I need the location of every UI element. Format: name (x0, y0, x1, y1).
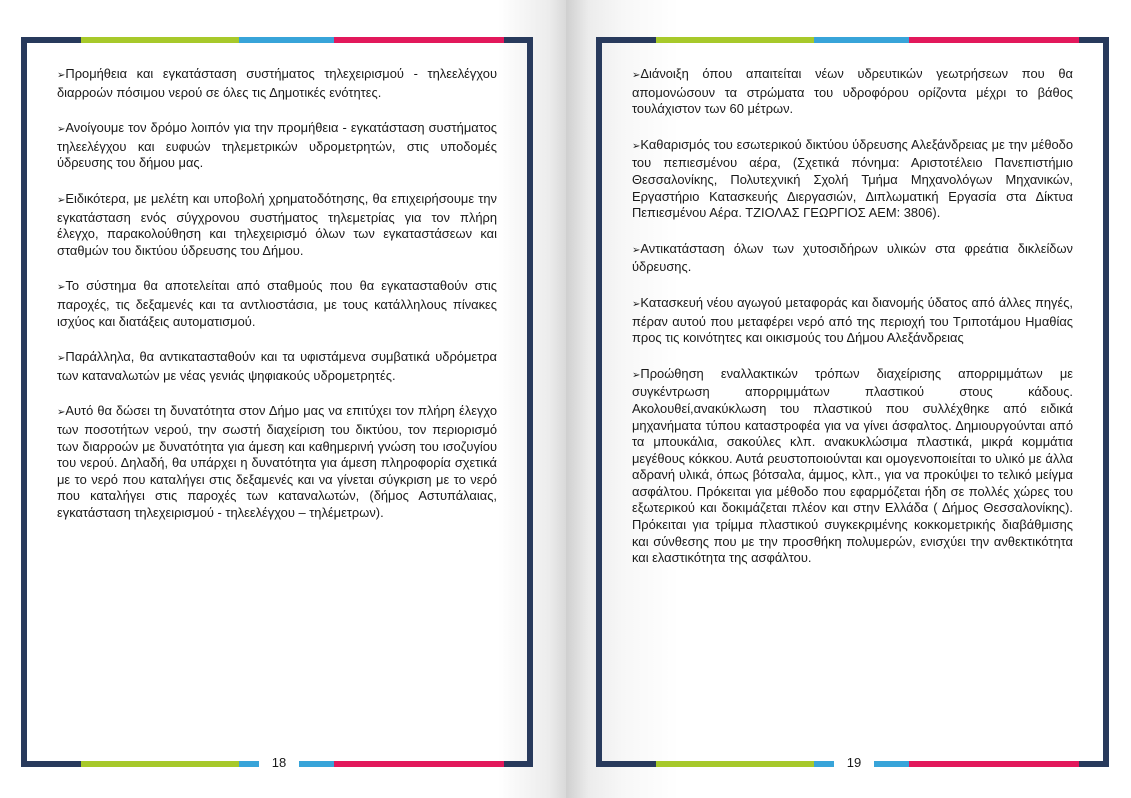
page-number-right: 19 (834, 753, 874, 773)
bullet-paragraph: ➢ Διάνοιξη όπου απαιτείται νέων υδρευτικών γεωτρήσεων που θα απομονώσουν τα στρώματα του υδροφόρου ορίζοντα μέχρι το βάθος τουλάχιστον των 60 μέτρων. (632, 66, 1073, 118)
frame-bottom-segment-navy (27, 761, 81, 767)
bullet-paragraph: ➢ Αντικατάσταση όλων των χυτοσιδήρων υλικών στα φρεάτια δικλείδων ύδρευσης. (632, 241, 1073, 276)
bullet-paragraph: ➢ Ειδικότερα, με μελέτη και υποβολή χρηματοδότησης, θα επιχειρήσουμε την εγκατάσταση ενός σύγχρονου συστήματος τηλεμετρίας για τον πλήρη έλεγχο, παρακολούθηση και τηλεχειρισμό όλων των εγκαταστάσεων και σταθμών του δικτύου ύδρευσης του Δήμου. (57, 191, 497, 259)
frame-top-segment-navy (602, 37, 656, 43)
frame-bottom-segment-red (334, 761, 504, 767)
left-page-frame (21, 37, 533, 770)
bullet-paragraph: ➢ Ανοίγουμε τον δρόμο λοιπόν για την προμήθεια - εγκατάσταση συστήματος τηλεελέγχου και ευφυών τηλεμετρικών υδρομετρητών, στις υποδομές ύδρευσης του δήμου μας. (57, 120, 497, 172)
frame-bottom-segment-green (81, 761, 239, 767)
bullet-paragraph: ➢ Προμήθεια και εγκατάσταση συστήματος τηλεχειρισμού - τηλεελέγχου διαρροών πόσιμου νερού σε όλες τις Δημοτικές ενότητες. (57, 66, 497, 101)
frame-top-segment-green (656, 37, 814, 43)
bullet-paragraph: ➢ Αυτό θα δώσει τη δυνατότητα στον Δήμο μας να επιτύχει τον πλήρη έλεγχο των ποσοτήτων νερού, την σωστή διαχείριση του δικτύου, τον περιορισμό των διαρροών με δυνατότητα για άμεση και καθημερινή γνώση του ισοζυγίου του νερού. Δηλαδή, θα υπάρχει η δυνατότητα για άμεση πληροφορία σχετικά με το νερό που καταλήγει στις δεξαμενές και να γίνεται σύγκριση με το νερό που καταλήγει στις παροχές των καταναλωτών, (δήμος Αστυπάλαιας, εγκατάσταση τηλεχειρισμού - τηλεελέγχου – τηλέμετρων). (57, 403, 497, 521)
frame-bottom-segment-navy (602, 761, 656, 767)
frame-top-segment-green (81, 37, 239, 43)
frame-top-segment-blue (239, 37, 334, 43)
frame-bottom-segment-green (656, 761, 814, 767)
frame-top-segment-blue (814, 37, 909, 43)
page-number-left: 18 (259, 753, 299, 773)
bullet-paragraph: ➢ Το σύστημα θα αποτελείται από σταθμούς που θα εγκατασταθούν στις παροχές, τις δεξαμενές και τα αντλιοστάσια, με τους κατάλληλους πίνακες ισχύος και διατάξεις αυτοματισμού. (57, 278, 497, 330)
bullet-paragraph: ➢ Παράλληλα, θα αντικατασταθούν και τα υφιστάμενα συμβατικά υδρόμετρα των καταναλωτών με νέας γενιάς ψηφιακούς υδρομετρητές. (57, 349, 497, 384)
left-page-body (57, 66, 497, 540)
frame-bottom-segment-red (909, 761, 1079, 767)
bullet-paragraph: ➢ Προώθηση εναλλακτικών τρόπων διαχείρισης απορριμμάτων με συγκέντρωση απορριμμάτων πλαστικού στους κάδους. Ακολουθεί,ανακύκλωση του πλαστικού που συλλέχθηκε από ειδικά μηχανήματα τύπου καταστροφέα για να γίνει άσφαλτος. Δημιουργούνται από τα μπουκάλια, σακούλες κλπ. ανακυκλώσιμα πλαστικά, μικρά κομμάτια μεγέθους κόκκου. Αυτά ρευστοποιούνται και ομογενοποιείται το υλικό με άλλα αδρανή υλικά, όπως βότσαλα, άμμος, κλπ., για να προκύψει το τελικό μείγμα ασφάλτου. Πρόκειται για μέθοδο που εφαρμόζεται ήδη σε πολλές χώρες του εξωτερικού και δοκιμάζεται πλέον και στην Ελλάδα ( Δήμος Θεσσαλονίκης). Πρόκειται για τρίμμα πλαστικού συγκεκριμένης κοκκομετρικής διαβάθμισης και σύνθεσης που με την προσθήκη πολυμερών, ενισχύει την ανθεκτικότητα και ελαστικότητα της ασφάλτου. (632, 366, 1073, 567)
frame-top-segment-navy (27, 37, 81, 43)
right-page-frame (596, 37, 1109, 770)
frame-top-segment-red (334, 37, 504, 43)
frame-top-segment-red (909, 37, 1079, 43)
bullet-paragraph: ➢ Καθαρισμός του εσωτερικού δικτύου ύδρευσης Αλεξάνδρειας με την μέθοδο του πεπιεσμένου αέρα, (Σχετικά πόνημα: Αριστοτέλειο Πανεπιστήμιο Θεσσαλονίκης, Πολυτεχνική Σχολή Τμήμα Μηχανολόγων Μηχανικών, Εργαστήριο Κατασκευής Διεργασιών, Διπλωματική Εργασία στα Δίκτυα Πεπιεσμένου Αέρα. ΤΖΙΟΛΑΣ ΓΕΩΡΓΙΟΣ ΑΕΜ: 3806). (632, 137, 1073, 222)
bullet-paragraph: ➢ Κατασκευή νέου αγωγού μεταφοράς και διανομής ύδατος από άλλες πηγές, πέραν αυτού που μεταφέρει νερό από της περιοχή του Τριποτάμου Ημαθίας προς τις κοινότητες και οικισμούς του Δήμου Αλεξάνδρειας (632, 295, 1073, 347)
right-page-body (632, 66, 1073, 586)
